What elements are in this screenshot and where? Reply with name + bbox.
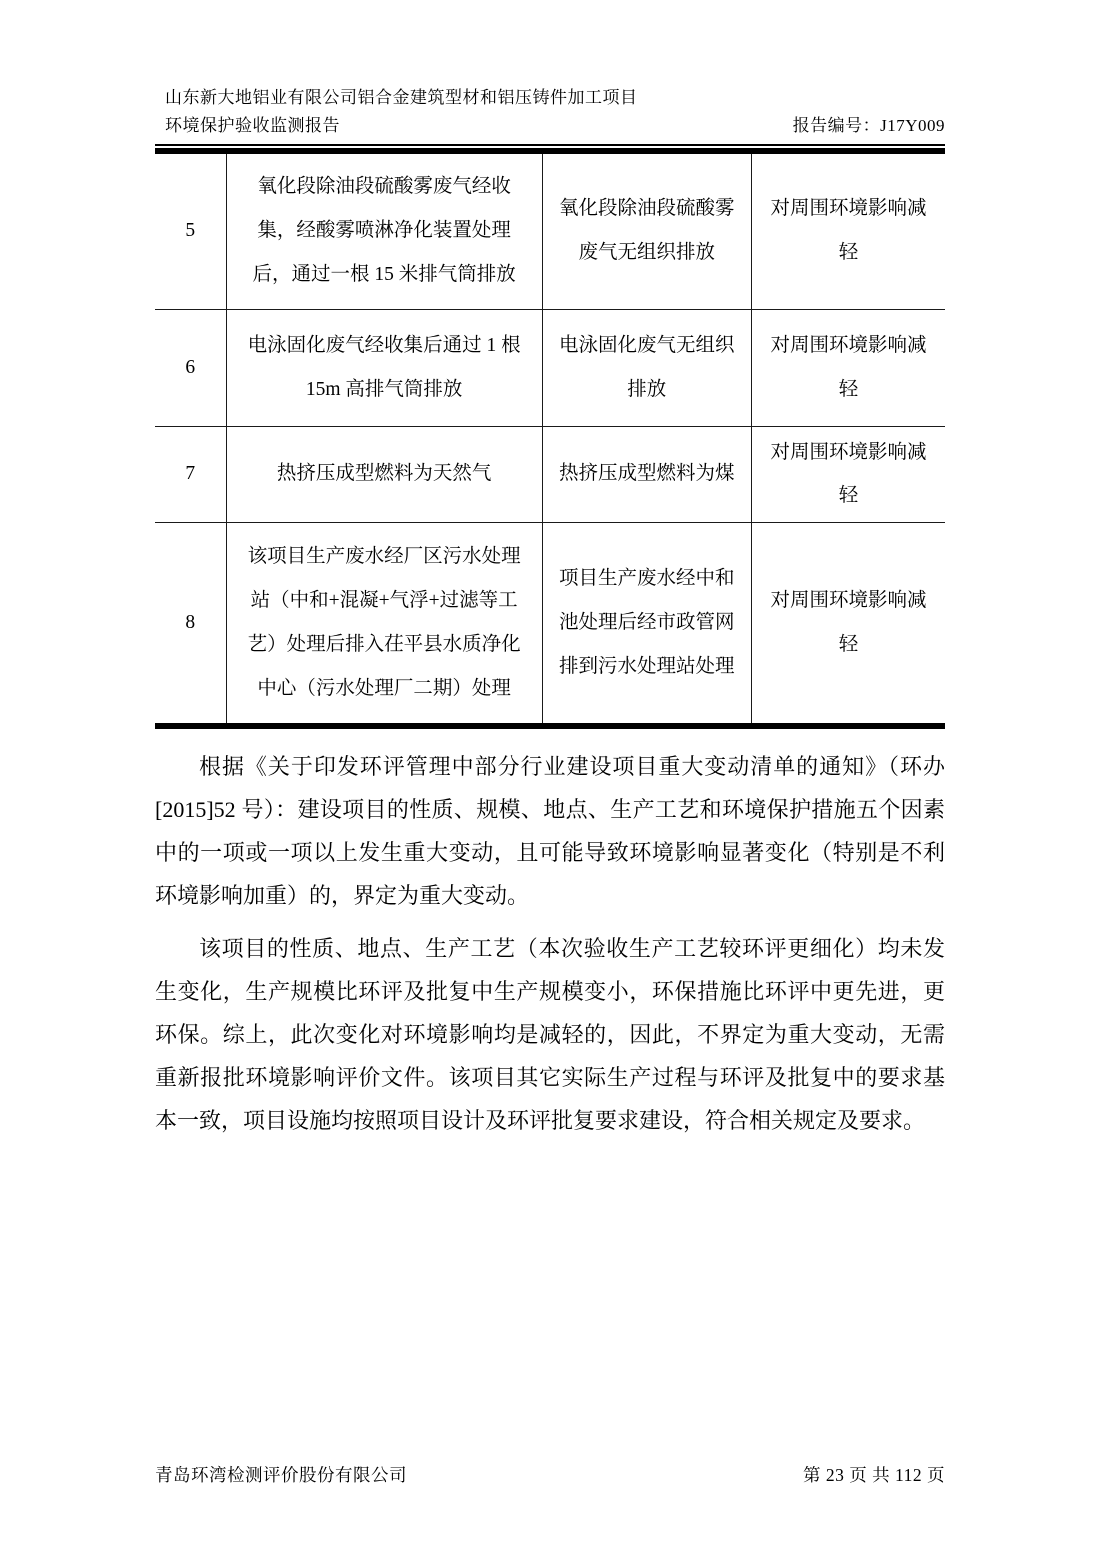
paragraph-major-change-definition: 根据《关于印发环评管理中部分行业建设项目重大变动清单的通知》（环办[2015]52 号）：建设项目的性质、规模、地点、生产工艺和环境保护措施五个因素中的一项或一项以上发生重大变动，且可能导致环境影响显著变化（特别是不利环境影响加重）的，界定为重大变动。 — [155, 754, 945, 908]
actual-measure-cell: 热挤压成型燃料为天然气 — [226, 426, 542, 523]
eia-requirement-cell: 项目生产废水经中和池处理后经市政管网排到污水处理站处理 — [542, 523, 751, 723]
table-row — [155, 523, 945, 723]
footer-page-number: 第 23 页 共 112 页 — [803, 1465, 945, 1485]
table-row — [155, 154, 945, 309]
actual-measure-cell: 电泳固化废气经收集后通过 1 根 15m 高排气筒排放 — [226, 309, 542, 426]
footer-company-name: 青岛环湾检测评价股份有限公司 — [155, 1465, 407, 1485]
impact-assessment-cell: 对周围环境影响减轻 — [751, 309, 945, 426]
row-number-cell: 7 — [155, 426, 226, 523]
page-header — [155, 84, 945, 146]
row-number-cell: 6 — [155, 309, 226, 426]
impact-assessment-cell: 对周围环境影响减轻 — [751, 426, 945, 523]
report-number: 报告编号：J17Y009 — [792, 116, 945, 135]
row-number-cell: 8 — [155, 523, 226, 723]
paragraph-change-conclusion: 该项目的性质、地点、生产工艺（本次验收生产工艺较环评更细化）均未发生变化，生产规模比环评及批复中生产规模变小，环保措施比环评中更先进，更环保。综上，此次变化对环境影响均是减轻的，因此，不界定为重大变动，无需重新报批环境影响评价文件。该项目其它实际生产过程与环评及批复中的要求基本一致，项目设施均按照项目设计及环评批复要求建设，符合相关规定及要求。 — [155, 936, 945, 1133]
document-subtitle: 环境保护验收监测报告 — [165, 116, 340, 135]
impact-assessment-cell: 对周围环境影响减轻 — [751, 154, 945, 309]
impact-assessment-cell: 对周围环境影响减轻 — [751, 523, 945, 723]
page-footer — [155, 1462, 945, 1487]
table-row — [155, 309, 945, 426]
change-comparison-table — [155, 148, 945, 729]
actual-measure-cell: 该项目生产废水经厂区污水处理站（中和+混凝+气浮+过滤等工艺）处理后排入茌平县水质净化中心（污水处理厂二期）处理 — [226, 523, 542, 723]
document-title: 山东新大地铝业有限公司铝合金建筑型材和铝压铸件加工项目 — [165, 88, 638, 107]
actual-measure-cell: 氧化段除油段硫酸雾废气经收集，经酸雾喷淋净化装置处理后，通过一根 15 米排气筒排放 — [226, 154, 542, 309]
eia-requirement-cell: 氧化段除油段硫酸雾废气无组织排放 — [542, 154, 751, 309]
row-number-cell: 5 — [155, 154, 226, 309]
body-text — [155, 715, 945, 1142]
eia-requirement-cell: 电泳固化废气无组织排放 — [542, 309, 751, 426]
table-row — [155, 426, 945, 523]
eia-requirement-cell: 热挤压成型燃料为煤 — [542, 426, 751, 523]
